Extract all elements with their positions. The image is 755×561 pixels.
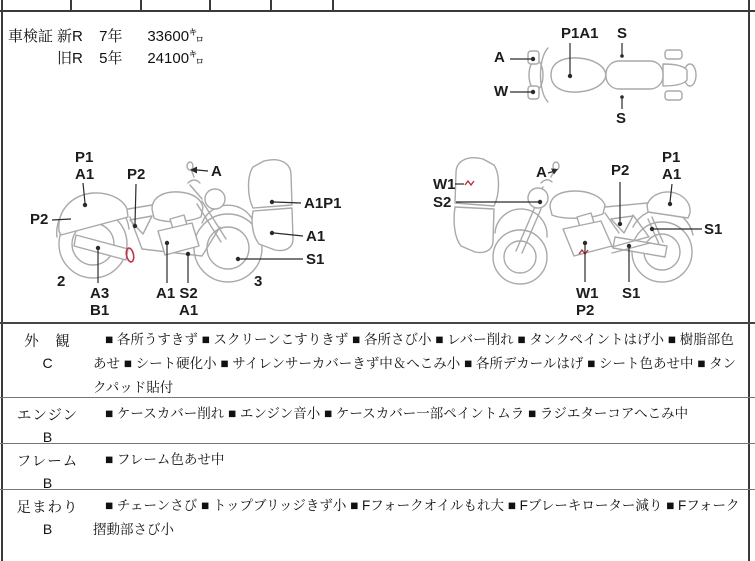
section-name: 外 観 <box>24 334 71 350</box>
section-notes: ■ 各所うすきず ■ スクリーンこすりきず ■ 各所さび小 ■ レバー削れ ■ タンクペイントはげ小 ■ 樹脂部色あせ ■ シート硬化小 ■ サイレンサーカバーきず中＆へこみ小 ■ 各所デカールはげ ■ シート色あせ中 ■ タンクパッド貼付 <box>93 332 737 395</box>
section-notes: ■ チェーンさび ■ トップブリッジきず小 ■ Fフォークオイルもれ大 ■ Fブレーキローター減り ■ Fフォーク摺動部さび小 <box>93 498 740 537</box>
cert-row-old <box>57 48 204 70</box>
damage-code-p2: P2 <box>611 162 630 179</box>
damage-code-a1p1: A1P1 <box>304 195 342 212</box>
diagram-left-side-view <box>30 147 345 319</box>
damage-code-p2-fender: P2 <box>30 211 49 228</box>
damage-code-a1: A1 <box>662 166 682 183</box>
cert-year-new: 7年 <box>99 28 123 45</box>
section-grade: C <box>42 355 53 371</box>
damage-code-p2: P2 <box>127 166 146 183</box>
table-grid-line <box>209 0 211 10</box>
section-notes: ■ ケースカバー削れ ■ エンジン音小 ■ ケースカバー一部ペイントムラ ■ ラジエターコアへこみ中 <box>105 406 689 421</box>
section-grade: B <box>42 429 53 445</box>
damage-code-a: A <box>211 163 222 180</box>
cert-reg-new: 新R <box>57 28 83 45</box>
damage-code-s1-arm: S1 <box>622 285 641 302</box>
damage-code-p1a1: P1A1 <box>561 25 599 42</box>
damage-code-a1s2: A1 S2 <box>156 285 198 302</box>
report-row-frame <box>0 443 755 490</box>
table-grid-line <box>748 0 750 10</box>
table-grid-line <box>270 0 272 10</box>
damage-code-s1: S1 <box>306 251 325 268</box>
damage-code-a1-cowl: A1 <box>306 228 326 245</box>
damage-code-p1: P1 <box>75 149 94 166</box>
cert-mileage-new: 33600㌔ <box>147 28 205 45</box>
damage-code-s-top: S <box>617 25 628 42</box>
section-name: フレーム <box>16 454 79 470</box>
damage-code-p1: P1 <box>662 149 681 166</box>
table-grid-line <box>140 0 142 10</box>
report-row-undercarriage <box>0 489 755 561</box>
table-grid-line <box>70 0 72 10</box>
table-grid-line <box>332 0 334 10</box>
section-notes: ■ フレーム色あせ中 <box>105 452 225 467</box>
wheel-number-front: 3 <box>254 273 263 290</box>
cert-reg-old: 旧R <box>57 50 83 67</box>
damage-code-a3: A3 <box>90 285 110 302</box>
damage-code-b1: B1 <box>90 302 110 319</box>
report-row-engine <box>0 397 755 444</box>
damage-code-p2-engine: P2 <box>576 302 595 319</box>
damage-code-a1-engine: A1 <box>179 302 199 319</box>
cert-year-old: 5年 <box>99 50 123 67</box>
cert-title: 車検証 <box>8 28 54 45</box>
diagram-right-side-view <box>405 147 750 319</box>
section-grade: B <box>42 475 53 491</box>
cert-row-new <box>57 26 204 48</box>
damage-code-w1: W1 <box>433 176 456 193</box>
damage-code-s2: S2 <box>433 194 452 211</box>
section-name: 足まわり <box>16 500 79 516</box>
table-grid-line <box>1 0 3 10</box>
damage-code-s1-shock: S1 <box>704 221 723 238</box>
wheel-number-rear: 2 <box>57 273 66 290</box>
report-row-exterior <box>0 322 755 399</box>
vehicle-cert-section <box>8 26 204 70</box>
damage-code-w1-engine: W1 <box>576 285 599 302</box>
damage-code-s-bottom: S <box>616 110 627 127</box>
damage-code-a1: A1 <box>75 166 95 183</box>
damage-code-w: W <box>494 83 509 100</box>
section-name: エンジン <box>16 408 79 424</box>
damage-code-a: A <box>536 164 547 181</box>
diagram-top-view <box>488 14 746 138</box>
cert-mileage-old: 24100㌔ <box>147 50 205 67</box>
damage-code-a: A <box>494 49 505 66</box>
section-grade: B <box>42 521 53 537</box>
